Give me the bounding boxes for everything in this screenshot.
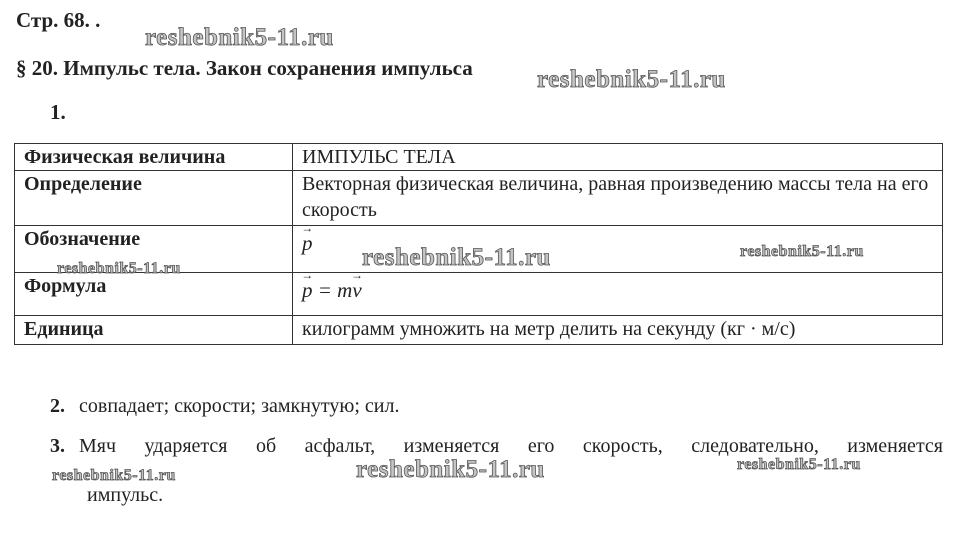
row-value-formula bbox=[293, 273, 943, 316]
answer-text: Мяч ударяется об асфальт, изменяется его скорость, следовательно, изменяется bbox=[79, 435, 943, 457]
vector-p: → p bbox=[302, 226, 313, 256]
task-number: 1. bbox=[50, 100, 66, 124]
answer-number: 2. bbox=[50, 395, 65, 417]
formula-middle: = m bbox=[312, 278, 353, 302]
row-value: килограмм умножить на метр делить на секунду (кг · м/с) bbox=[293, 316, 943, 345]
answer-2 bbox=[50, 393, 399, 420]
table-row bbox=[15, 144, 943, 171]
answer-3-continuation: импульс. bbox=[87, 484, 164, 506]
table-row bbox=[15, 273, 943, 316]
watermark: reshebnik5-11.ru bbox=[740, 243, 864, 260]
row-value: ИМПУЛЬС ТЕЛА bbox=[293, 144, 943, 171]
vector-v: → v bbox=[352, 273, 361, 303]
row-key: Единица bbox=[15, 316, 293, 345]
table-row bbox=[15, 316, 943, 345]
row-key: Физическая величина bbox=[15, 144, 293, 171]
watermark: reshebnik5-11.ru bbox=[57, 260, 181, 277]
table-row bbox=[15, 171, 943, 226]
row-key: Формула bbox=[15, 273, 293, 316]
page-reference: Стр. 68. . bbox=[16, 8, 101, 32]
watermark: reshebnik5-11.ru bbox=[537, 66, 726, 93]
vector-p: → p bbox=[302, 273, 313, 303]
watermark: reshebnik5-11.ru bbox=[362, 244, 551, 271]
section-title: § 20. Импульс тела. Закон сохранения импульса bbox=[16, 56, 473, 80]
row-value: Векторная физическая величина, равная произведению массы тела на его скорость bbox=[293, 171, 943, 226]
watermark: reshebnik5-11.ru bbox=[52, 467, 176, 484]
answer-text: совпадает; скорости; замкнутую; сил. bbox=[79, 395, 400, 417]
row-key: Определение bbox=[15, 171, 293, 226]
watermark: reshebnik5-11.ru bbox=[356, 456, 545, 483]
answer-number: 3. bbox=[50, 435, 65, 457]
watermark: reshebnik5-11.ru bbox=[145, 24, 334, 51]
row-key: Обозначение bbox=[15, 226, 293, 273]
watermark: reshebnik5-11.ru bbox=[737, 456, 861, 473]
